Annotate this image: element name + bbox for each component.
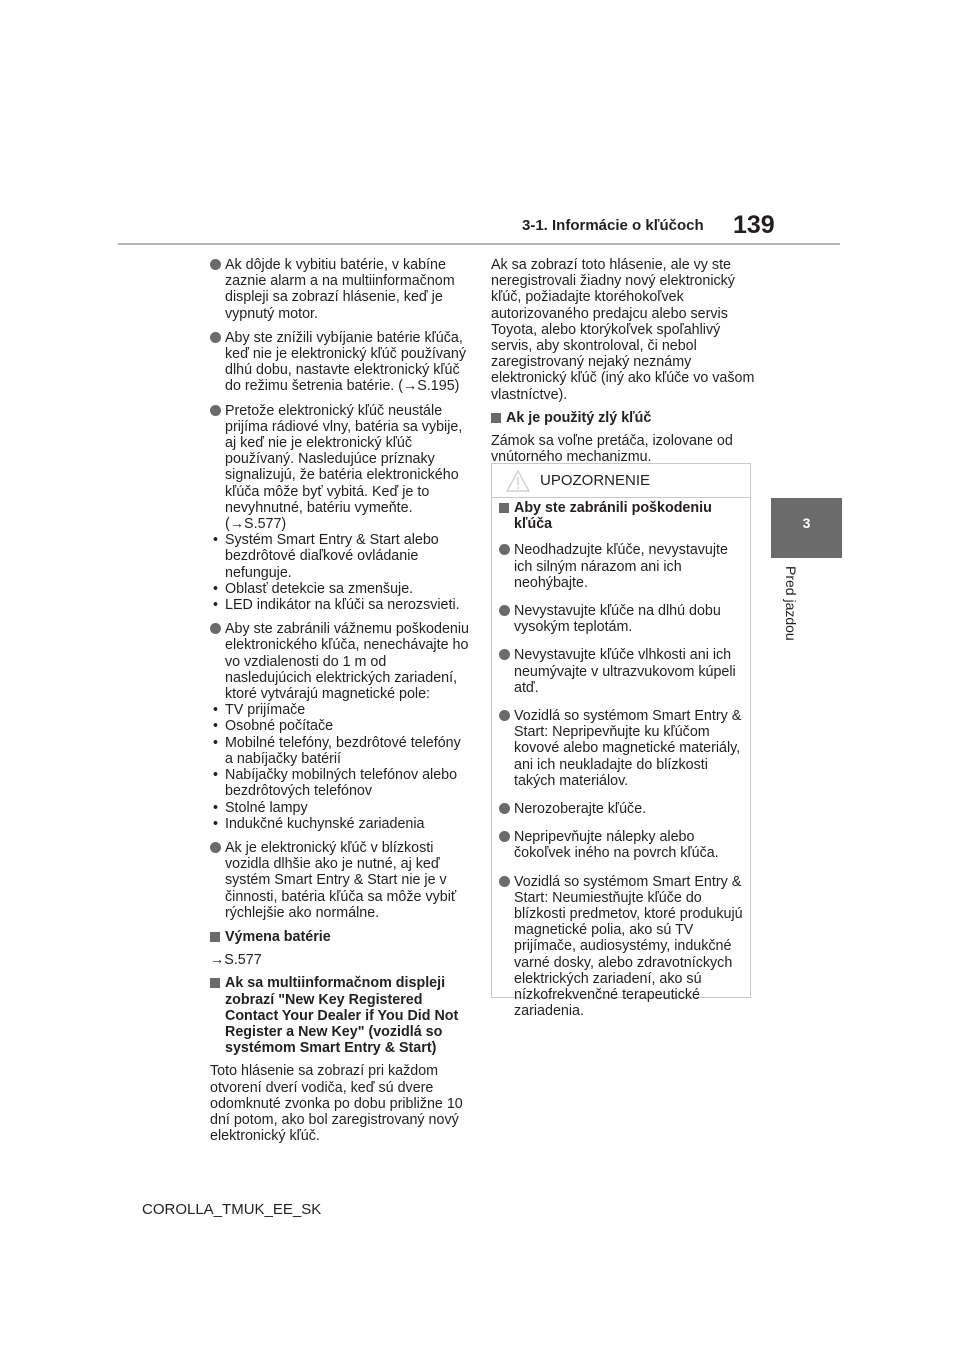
bullet-item: Aby ste zabránili vážnemu poškodeniu elektronického kľúča, nenechávajte ho vo vzdialenosti do 1 m od nasledujúcich elektrických zariadení, ktoré vytvárajú magnetické pole: • TV prijímače • Osobné počítače • Mobilné telefóny, bezdrôtové telefóny a nabíjačky batérií • Nabíjačky mobilných telefónov alebo bezdrôtových telefónov • Stolné lampy • Indukčné kuchynské zariadenia	[210, 621, 472, 832]
bullet-dot-icon	[210, 259, 221, 270]
bullet-item: Vozidlá so systémom Smart Entry & Start: Neumiestňujte kľúče do blízkosti predmetov, ktoré produkujú magnetické polia, ako sú TV prijímače, audiosystémy, indukčné varné dosky, alebo zdravotníckych elektrických zariadení, ako sú nízkofrekvenčné terapeutické zariadenia.	[499, 874, 745, 1020]
subheading: Výmena batérie	[210, 929, 472, 945]
reference-text: →S.577	[210, 952, 262, 969]
sub-item: • Systém Smart Entry & Start alebo bezdrôtové diaľkové ovládanie nefunguje.	[213, 532, 439, 581]
bullet-dot-icon	[499, 544, 510, 555]
sub-item: • TV prijímače	[213, 702, 306, 719]
sub-item: • Nabíjačky mobilných telefónov alebo bezdrôtových telefónov	[213, 767, 458, 800]
bullet-dot-icon	[210, 842, 221, 853]
bullet-item: Nevystavujte kľúče vlhkosti ani ich neumývajte v ultrazvukovom kúpeli atď.	[499, 647, 745, 696]
chapter-label: Pred jazdou	[783, 566, 799, 641]
bullet-item: Pretože elektronický kľúč neustále prijíma rádiové vlny, batéria sa vybije, aj keď nie je elektronický kľúč používaný. Nasledujúce príznaky signalizujú, že batéria elektronického kľúča môže byť vybitá. Keď je to nevyhnutné, batériu vymeňte. (→S.577) • Systém Smart Entry & Start alebo bezdrôtové diaľkové ovládanie nefunguje. • Oblasť detekcie sa zmenšuje. • LED indikátor na kľúči sa nerozsvieti.	[210, 403, 472, 614]
caution-header	[492, 464, 750, 498]
bullet-dot-icon	[499, 649, 510, 660]
sub-item: • Osobné počítače	[213, 718, 334, 735]
caution-body	[499, 500, 745, 1031]
sub-item: • Oblasť detekcie sa zmenšuje.	[213, 580, 414, 597]
bullet-dot-icon	[499, 831, 510, 842]
document-id: COROLLA_TMUK_EE_SK	[142, 1201, 322, 1218]
subheading: Aby ste zabránili poškodeniu kľúča	[499, 500, 745, 532]
bullet-dot-icon	[499, 876, 510, 887]
caution-title: UPOZORNENIE	[540, 472, 651, 489]
bullet-item: Nepripevňujte nálepky alebo čokoľvek iného na povrch kľúča.	[499, 829, 745, 861]
sub-item: • Mobilné telefóny, bezdrôtové telefóny a nabíjačky batérií	[213, 734, 461, 767]
bullet-dot-icon	[499, 803, 510, 814]
square-bullet-icon	[210, 932, 220, 942]
chapter-tab: 3	[771, 498, 842, 558]
header-divider	[118, 243, 840, 245]
bullet-dot-icon	[210, 623, 221, 634]
subheading: Ak je použitý zlý kľúč	[491, 410, 759, 426]
paragraph: Zámok sa voľne pretáča, izolovane od vnútorného mechanizmu.	[491, 433, 733, 466]
bullet-item: Vozidlá so systémom Smart Entry & Start: Nepripevňujte ku kľúčom kovové alebo magnetické materiály, ani ich neukladajte do blízkosti takých materiálov.	[499, 708, 745, 789]
bullet-item: Nevystavujte kľúče na dlhú dobu vysokým teplotám.	[499, 603, 745, 635]
caution-box	[491, 463, 751, 1020]
sub-item: • Indukčné kuchynské zariadenia	[213, 815, 425, 832]
square-bullet-icon	[210, 978, 220, 988]
subheading: Ak sa multiinformačnom displeji zobrazí "New Key Registered Contact Your Dealer if You Did Not Register a New Key" (vozidlá so systémom Smart Entry & Start)	[210, 975, 472, 1056]
paragraph: Toto hlásenie sa zobrazí pri každom otvorení dverí vodiča, keď sú dvere odomknuté zvonka po dobu približne 10 dní potom, ako bol zaregistrovaný nový elektronický kľúč.	[210, 1063, 463, 1145]
bullet-item: Ak dôjde k vybitiu batérie, v kabíne zaznie alarm a na multiinformačnom displeji sa zobrazí hlásenie, keď je vypnutý motor.	[210, 257, 472, 322]
bullet-item: Nerozoberajte kľúče.	[499, 801, 745, 817]
square-bullet-icon	[499, 503, 509, 513]
section-title: 3-1. Informácie o kľúčoch	[522, 217, 704, 234]
bullet-item: Aby ste znížili vybíjanie batérie kľúča, keď nie je elektronický kľúč používaný dlhú dobu, nastavte elektronický kľúč do režimu šetrenia batérie. (→S.195)	[210, 330, 472, 395]
warning-triangle-icon	[506, 470, 530, 492]
bullet-item: Neodhadzujte kľúče, nevystavujte ich silným nárazom ani ich neohýbajte.	[499, 542, 745, 591]
sub-item: • LED indikátor na kľúči sa nerozsvieti.	[213, 597, 460, 614]
bullet-dot-icon	[499, 605, 510, 616]
bullet-dot-icon	[210, 405, 221, 416]
paragraph: Ak sa zobrazí toto hlásenie, ale vy ste neregistrovali žiadny nový elektronický kľúč, požiadajte ktoréhokoľvek autorizovaného predajcu alebo servis Toyota, alebo ktorýkoľvek spoľahlivý servis, aby skontroloval, či nebol zaregistrovaný nejaký neznámy elektronický kľúč (iný ako kľúče vo vašom vlastníctve).	[491, 257, 755, 403]
right-column	[491, 257, 759, 472]
sub-item: • Stolné lampy	[213, 799, 308, 816]
square-bullet-icon	[491, 413, 501, 423]
bullet-item: Ak je elektronický kľúč v blízkosti vozidla dlhšie ako je nutné, aj keď systém Smart Entry & Start nie je v činnosti, batéria kľúča sa môže vybiť rýchlejšie ako normálne.	[210, 840, 472, 921]
page-number: 139	[733, 211, 775, 239]
left-column	[210, 257, 472, 1151]
bullet-dot-icon	[499, 710, 510, 721]
bullet-dot-icon	[210, 332, 221, 343]
